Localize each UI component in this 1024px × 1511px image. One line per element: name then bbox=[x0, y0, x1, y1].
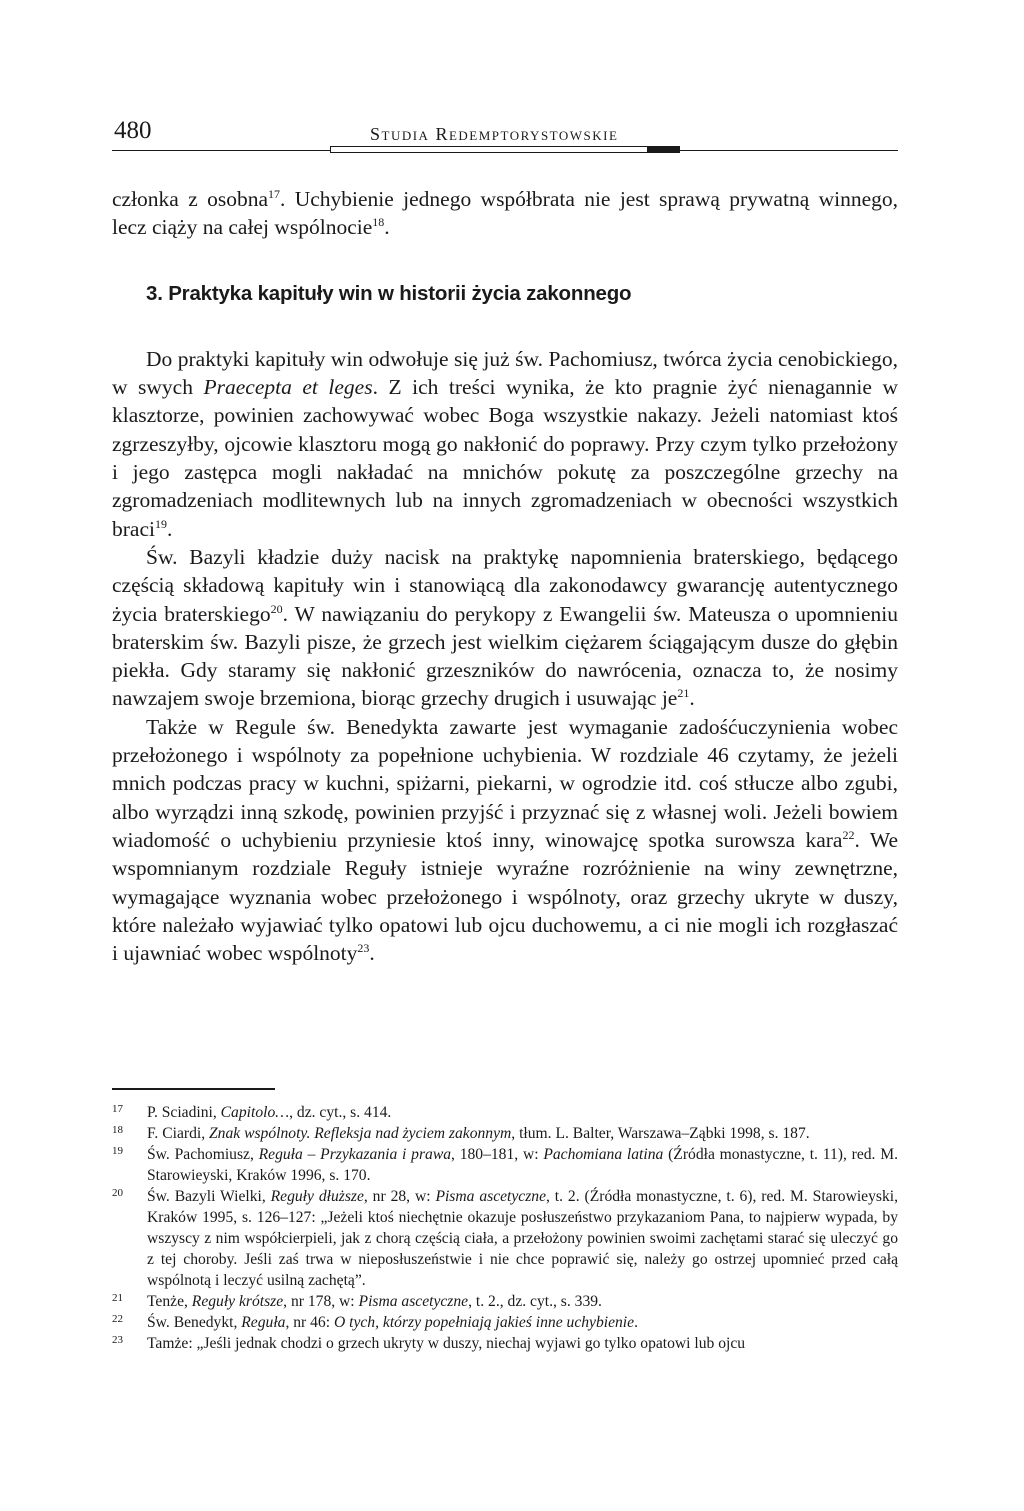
running-title: Studia Redemptorystowskie bbox=[370, 124, 619, 144]
header-rule-box bbox=[330, 146, 680, 153]
paragraph: Także w Regule św. Benedykta zawarte jest wymaganie zadośćuczynienia wobec przełożonego i wspólnoty za popełnione uchybienia. W rozdziale 46 czytamy, że jeżeli mnich podczas pracy w kuchni, spiżarni, piekarni, w ogrodzie itd. coś stłucze albo zgubi, albo wyrządzi inną szkodę, powinien przyjść i przyznać się z własnej woli. Jeżeli bowiem wiadomość o uchybieniu przyniesie ktoś inny, winowajcę spotka surowsza kara$^{22}$. We wspomnianym rozdziale Reguły istnieje wyraźne rozróżnienie na winy zewnętrzne, wymagające wyznania wobec przełożonego i wspólnoty, oraz grzechy ukryte w duszy, które należało wyjawiać tylko opatowi lub ojcu duchowemu, a ci nie mogli ich rozgłaszać i ujawniać wobec wspólnoty$^{23}$. bbox=[112, 714, 898, 966]
header-rule-marker bbox=[647, 146, 680, 153]
footnote: 22 Św. Benedykt, Reguła, nr 46: O tych, którzy popełniają jakieś inne uchybienie. bbox=[112, 1312, 898, 1333]
footnote-number: 23 bbox=[112, 1334, 123, 1346]
footnote-ref: 18 bbox=[372, 215, 385, 230]
footnote-ref: 19 bbox=[154, 516, 167, 531]
footnote-number: 22 bbox=[112, 1313, 123, 1325]
footnote-number: 17 bbox=[112, 1103, 123, 1115]
paragraph: członka z osobna$^{17}$. Uchybienie jednego współbrata nie jest sprawą prywatną winnego, lecz ciąży na całej wspólnocie$^{18}$. bbox=[112, 186, 898, 240]
footnotes bbox=[112, 1102, 898, 1354]
page-header bbox=[112, 112, 898, 156]
footnote-ref: 22 bbox=[842, 827, 855, 842]
footnote-number: 18 bbox=[112, 1124, 123, 1136]
footnote: 20 Św. Bazyli Wielki, Reguły dłuższe, nr 28, w: Pisma ascetyczne, t. 2. (Źródła monastyczne, t. 6), red. M. Starowieyski, Kraków 1995, s. 126–127: „Jeżeli ktoś niechętnie okazuje posłuszeństwo przykazaniom Pana, to najpierw wypada, by wszyscy z nim współcierpieli, jak z chorą częścią ciała, a przełożony powinien swoimi zachętami starać się uleczyć go z tej choroby. Jeśli zaś trwa w nieposłuszeństwie i nie chce poprawić się, należy go ostrzej upomnieć przed całą wspólnotą i leczyć usilną zachętą”. bbox=[112, 1186, 898, 1291]
page-number: 480 bbox=[114, 117, 152, 144]
footnote-number: 21 bbox=[112, 1292, 123, 1304]
footnote-ref: 21 bbox=[677, 686, 690, 701]
footnote: 23 Tamże: „Jeśli jednak chodzi o grzech ukryty w duszy, niechaj wyjawi go tylko opatowi lub ojcu bbox=[112, 1333, 898, 1354]
footnote-ref: 20 bbox=[270, 601, 283, 616]
paragraph: Do praktyki kapituły win odwołuje się już św. Pachomiusz, twórca życia cenobickiego, w swych Praecepta et leges. Z ich treści wynika, że kto pragnie żyć nienagannie w klasztorze, powinien zachowywać wobec Boga wszystkie nakazy. Jeżeli natomiast ktoś zgrzeszyłby, ojcowie klasztoru mogą go nakłonić do poprawy. Przy czym tylko przełożony i jego zastępca mogli nakładać na mnichów pokutę za poszczególne grzechy na zgromadzeniach modlitewnych lub na innych zgromadzeniach w obecności wszystkich braci$^{19}$. bbox=[112, 346, 898, 541]
footnote: 18 F. Ciardi, Znak wspólnoty. Refleksja nad życiem zakonnym, tłum. L. Balter, Warszawa–Ząbki 1998, s. 187. bbox=[112, 1123, 898, 1144]
body-text bbox=[112, 185, 898, 967]
footnote: 17 P. Sciadini, Capitolo…, dz. cyt., s. 414. bbox=[112, 1102, 898, 1123]
footnote-number: 20 bbox=[112, 1187, 123, 1199]
footnote: 21 Tenże, Reguły krótsze, nr 178, w: Pisma ascetyczne, t. 2., dz. cyt., s. 339. bbox=[112, 1291, 898, 1312]
footnote-number: 19 bbox=[112, 1145, 123, 1157]
footnote-separator bbox=[112, 1088, 275, 1090]
footnote-ref: 17 bbox=[267, 186, 280, 201]
section-heading: 3. Praktyka kapituły win w historii życia zakonnego bbox=[146, 281, 632, 305]
footnote: 19 Św. Pachomiusz, Reguła – Przykazania i prawa, 180–181, w: Pachomiana latina (Źródła monastyczne, t. 11), red. M. Starowieyski, Kraków 1996, s. 170. bbox=[112, 1144, 898, 1186]
footnote-ref: 23 bbox=[357, 940, 370, 955]
paragraph: Św. Bazyli kładzie duży nacisk na praktykę napomnienia braterskiego, będącego częścią składową kapituły win i stanowiącą dla zakonodawcy gwarancję autentycznego życia braterskiego$^{20}$. W nawiązaniu do perykopy z Ewangelii św. Mateusza o upomnieniu braterskim św. Bazyli pisze, że grzech jest wielkim ciężarem ściągającym dusze do głębin piekła. Gdy staramy się nakłonić grzeszników do nawrócenia, oznacza to, że nosimy nawzajem swoje brzemiona, biorąc grzechy drugich i usuwając $je^{21}$. bbox=[112, 544, 898, 711]
